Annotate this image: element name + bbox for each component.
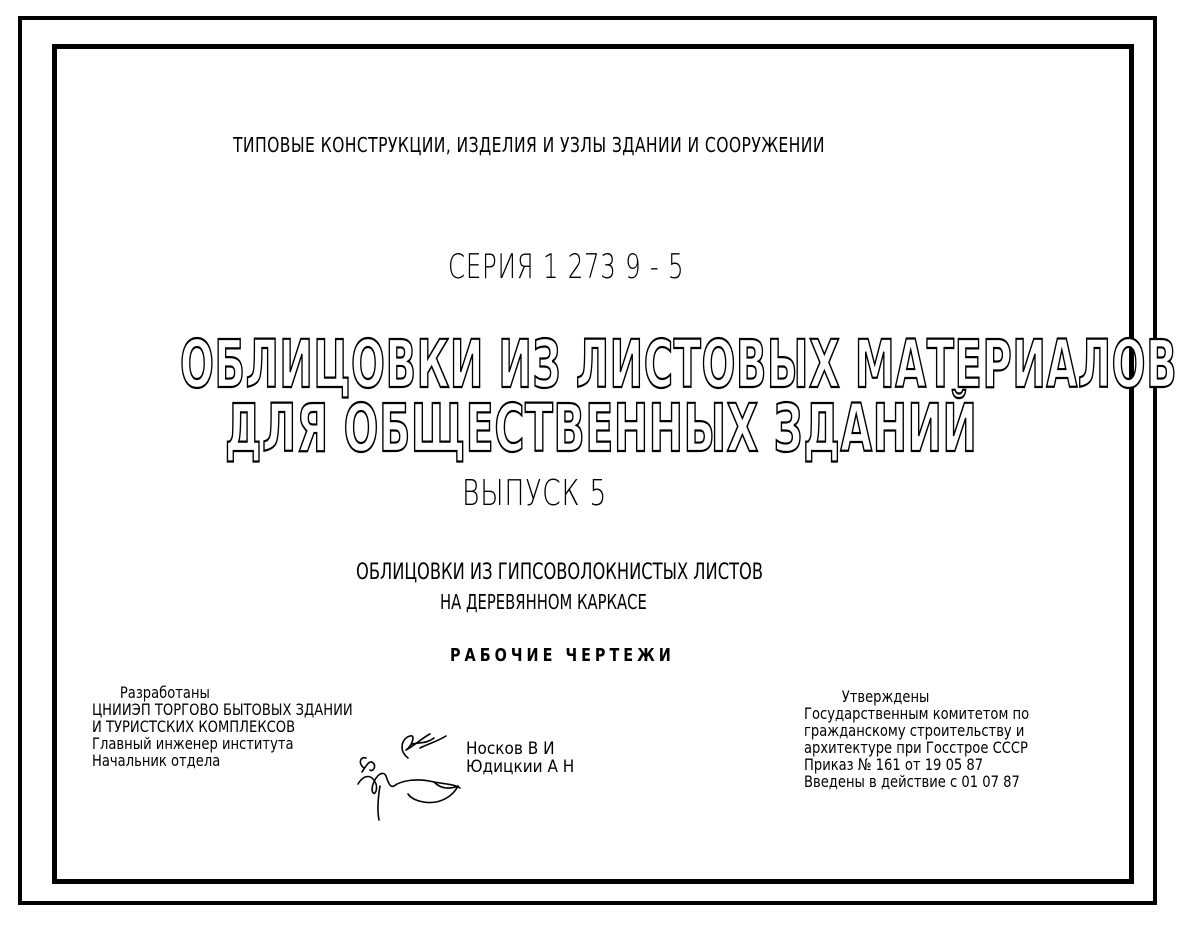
title-line-1: ОБЛИЦОВКИ ИЗ ЛИСТОВЫХ МАТЕРИАЛОВ	[180, 326, 1178, 403]
approval-line-2: гражданскому строительству и	[804, 721, 1025, 740]
working-drawings-label: РАБОЧИЕ ЧЕРТЕЖИ	[450, 645, 675, 666]
department-head-name: Юдицкии А Н	[466, 757, 575, 777]
approval-line-3: архитектуре при Госстрое СССР	[804, 738, 1028, 757]
series-number: СЕРИЯ 1 273 9 - 5	[448, 247, 685, 287]
developer-names	[466, 740, 586, 776]
developer-org-2: И ТУРИСТСКИХ КОМПЛЕКСОВ	[92, 717, 296, 736]
chief-engineer-role: Главный инженер института	[92, 734, 294, 753]
effective-date: Введены в действие с 01 07 87	[804, 772, 1020, 791]
developer-org-1: ЦНИИЭП ТОРГОВО БЫТОВЫХ ЗДАНИИ	[92, 700, 353, 719]
developed-heading: Разработаны	[119, 683, 210, 702]
chief-engineer-name: Носков В И	[466, 739, 555, 759]
approval-line-1: Государственным комитетом по	[804, 704, 1030, 723]
subtitle-line-1: ОБЛИЦОВКИ ИЗ ГИПСОВОЛОКНИСТЫХ ЛИСТОВ	[356, 560, 763, 585]
order-number: Приказ № 161 от 19 05 87	[804, 755, 984, 774]
standards-heading: ТИПОВЫЕ КОНСТРУКЦИИ, ИЗДЕЛИЯ И УЗЛЫ ЗДАНИИ И СООРУЖЕНИИ	[233, 133, 825, 157]
issue-number: ВЫПУСК 5	[462, 473, 608, 514]
approved-heading: Утверждены	[841, 687, 930, 706]
title-line-2: ДЛЯ ОБЩЕСТВЕННЫХ ЗДАНИЙ	[225, 390, 978, 467]
department-head-role: Начальник отдела	[92, 751, 221, 770]
signatures	[350, 728, 470, 824]
subtitle-line-2: НА ДЕРЕВЯННОМ КАРКАСЕ	[440, 590, 647, 614]
approved-by-block	[804, 688, 1079, 790]
